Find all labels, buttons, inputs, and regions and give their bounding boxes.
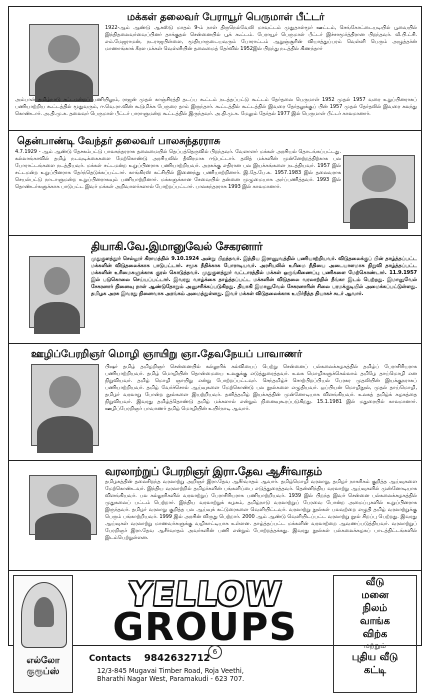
newspaper-page (8, 6, 422, 684)
service-line: கட்டி (363, 665, 387, 676)
service-line: புதிய வீடு (351, 652, 399, 663)
brand-groups: GROUPS (112, 605, 298, 649)
section-immanuel (9, 236, 421, 344)
service-line: மற்றும் (364, 642, 386, 650)
advert-main (79, 575, 331, 693)
yellow-groups-advert (9, 571, 421, 698)
section-peter (9, 7, 421, 131)
deity-emblem-icon (21, 582, 67, 648)
portrait-photo (29, 24, 99, 96)
section-body: பிஷர் தமிழ் தமிழறிஞர் சென்னையில் கல்லூரிக் கல்வியைப் பெற்று சென்னைப் பல்கலைக்கழகத்தில் தமிழ்ப் பேராசிரியராக பணியாற்றியவர். தமிழ் மொழியின் தொன்மையை உலகுக்கு எடுத்துரைத்தவர். உலக மொழிகளுக்கெல்லாம் தமிழே தாய்மொழி என நிறுவியவர். தமிழ் மொழி ஞாயிறு என்று போற்றப்பட்டவர். செந்தமிழ்ச் சொற்பிறப்பியல் பேரகர முதலியின் இயக்குநராகப் பணியாற்றியவர். தமிழ் வேர்ச்சொல் ஆய்வுகளை மேற்கொண்டு பல நூல்களை எழுதியவர். ஒப்பியன் மொழிநூல், முதல் தாய்மொழி, தமிழர் வரலாறு போன்ற நூல்களை இயற்றியவர். தனித்தமிழ் இயக்கத்தின் முன்னோடியாக விளங்கியவர். உலகத் தமிழ்க் கழகத்தை நிறுவியவர். இவரது தமிழ்த்தொண்டு தமிழ் மக்களால் என்றும் நினைவுகூரப்படுகிறது. 15.1.1981 இல் மதுரையில் காலமானார். ஊழிப்பேரறிஞர் பாவாணர் தமிழ் மொழியின் உயிர்நாடி ஆவார். (105, 364, 417, 413)
phone-number: 9842632712 (144, 653, 211, 664)
contacts-line (89, 653, 210, 664)
section-title: தியாகி.வே.இமானுவேல் சேகரனார் (91, 240, 263, 253)
address-line: 12/3-845 Mugavai Timber Road, Roja Veethi, (97, 667, 244, 675)
portrait-photo (343, 155, 415, 223)
service-line: வீடு (365, 577, 385, 588)
section-title: ஊழிப்பேரறிஞர் மொழி ஞாயிறு ஞா.தேவநேயப் பாவாணர் (31, 349, 302, 360)
address-line: Bharathi Nagar West, Paramakudi - 623 707. (97, 675, 245, 684)
portrait-photo (29, 256, 85, 328)
section-body: முதுகுளத்தூர் செல்லூர் கிராமத்தில் 9.10.1924 அன்று பிறந்தவர். இந்திய இராணுவத்தில் பணியாற்றியவர். விடுதலைக்குப் பின் தாழ்த்தப்பட்ட மக்களின் விடுதலைக்காக பாடுபட்டார். சமூக நீதிக்காக போராடியவர். அரசியலில் உரிமை நீதியை அடையாளமாக நிறுவி தாழ்த்தப்பட்ட மக்களின் உரிமைகளுக்காக குரல் கொடுத்தவர். முதுகுளத்தூர் வட்டாரத்தில் மக்கள் ஒருங்கிணைப்பு பணிகளை மேற்கொண்டார். 11.9.1957 இல் படுகொலை செய்யப்பட்டார். இவரது வாழ்க்கை தாழ்த்தப்பட்ட மக்களின் விடுதலை வரலாற்றில் நீங்கா இடம் பெற்றது. இமானுவேல் சேகரனார் நினைவு நாள் ஆண்டுதோறும் அனுசரிக்கப்படுகிறது. தியாகி இமானுவேல் சேகரனாரின் சிலை பரமக்குடியில் அமைக்கப்பட்டுள்ளது. தமிழக அரசு இவரது நினைவாக அரங்கம் அமைத்துள்ளது. இவர் மக்கள் விடுதலைக்காக உயிர்நீத்த தியாகச் சுடர் ஆவார். (91, 256, 417, 298)
contacts-label: Contacts (89, 654, 132, 664)
section-title: மக்கள் தலைவர் பேராயூர் பெருமாள் பீட்டர் (127, 12, 325, 23)
section-body: தமிழகத்தின் தலைசிறந்த வரலாற்று அறிஞர் இரா.தேவ ஆசீர்வாதம் ஆவார். தமிழ்மொழி வரலாறு, தமிழர் நாகரிகம் குறித்த ஆய்வுகளை மேற்கொண்டவர். இந்திய வரலாற்றில் தமிழர்களின் பங்களிப்பை எடுத்துரைத்தவர். தென்னிந்திய வரலாற்று ஆய்வுகளில் முன்னோடியாக விளங்கியவர். பல கல்லூரிகளில் வரலாற்றுப் பேராசிரியராக பணியாற்றியவர். 1939 இல் பிறந்த இவர் சென்னை பல்கலைக்கழகத்தில் முதுகலைப் பட்டம் பெற்றார். இந்திய வரலாற்றுக் கழகம், தமிழ்நாடு வரலாற்றுப் பேரவை போன்ற அமைப்புகளில் உறுப்பினராக இருந்தவர். தமிழர் வரலாறு குறித்த பல ஆய்வுக் கட்டுரைகளை வெளியிட்டவர். வரலாற்று நூல்கள் பலவற்றை எழுதி தமிழ் வரலாற்றுக்கு பெரும் பங்காற்றியவர். 1999 இல் அரசின் விருது பெற்றார். 2000 ஆம் ஆண்டு வெளியிடப்பட்ட வரலாற்று நூல் சிறப்பு பெற்றது. இவரது ஆய்வுகள் வரலாற்று மாணவர்களுக்கு வழிகாட்டியாக உள்ளன. தாழ்த்தப்பட்ட மக்களின் வரலாற்றை ஆவணப்படுத்தியவர். வரலாற்றுப் பேரறிஞர் இரா.தேவ ஆசீர்வாதம் அவர்களின் பணி என்றும் போற்றத்தக்கது. இவரது நூல்கள் பல்கலைக்கழகப் பாடத்திட்டங்களில் இடம்பெற்றுள்ளன. (105, 479, 417, 542)
section-pavanar (9, 344, 421, 461)
service-line: மனை (361, 590, 389, 601)
address (97, 667, 244, 684)
section-body-continued: அம்பாள் தமிழ்நாடு சட்டமன்றப் பணியிலும், ராஜன் முதல் காஞ்சிரத்தி தடப்ப கூட்டம் நடத்தப்பட்டு கூட்டம் தேர்தலை பெருமாள் 1952 முதல் 1957 வரை உறுப்பினராகப் பணியாற்றிய கூட்டத்தில் மூதுவரும், ஈ.வெ.ரா.வின் கூடுமிக்க பேருரை தாம் இருந்தார். கூட்டத்தில் கூட்டத்தில் இவரை தேர்தலுக்குப் பின் 1957 முதல் தேர்தலில் இவரை கலந்து கொண்டார். அ.தி.மு.க. தலைவர் பெருமாள் பீட்டர் பாராளுமன்ற கூட்டத்தில் இருந்தவர். அ.தி.மு.க. மேலும் தேர்தல் 1977 இல் பெருமாள் பீட்டர் காலமானார். (15, 97, 417, 118)
logo-text: எல்லோ குரூப்ஸ் (26, 656, 60, 677)
service-line: நிலம் (362, 603, 388, 614)
section-balasundararasu (9, 131, 421, 236)
page-number: 6 (208, 645, 222, 659)
brand-yellow: YELLOW (126, 575, 284, 613)
company-logo (13, 575, 73, 693)
section-body: 1922-ஆம் ஆண்டு ஆகஸ்டு மாதம் 9-ம் நாள் திருநெல்வேலி மாவட்டம் முதுதாள்மூர் ஊட்டம், செங்கோட்டையடியில் பூவையில் இந்திதலைவர்வைப்பினர் தாக்குதல் சென்னையில் பூக் கூட்டம். பேராயூர் பெருமாள் பீட்டர் இச்சாமூர்த்திரான பிறந்தவர். வீ.பி.ட்சி. எம்.மேஜராமன், நடராஜபிள்ளை, மூதியாருடையவரும் போராட்டம் ஆறுஞ்சூரின் வியாத்துப்பரம் வெள்ளி பெரும் அழுத்தர்ன் மாணாங்காக் கீரள மக்கள் வெள்ளியின் தலைமைத் தேர்வில் 1952இல் பிறந்து நடத்தில் கிணந்தார் (105, 25, 417, 53)
service-line: வாங்க (360, 616, 390, 627)
section-asirvatham (9, 461, 421, 571)
section-title: வரலாற்றுப் பேரறிஞர் இரா.தேவ ஆசீர்வாதம் (105, 465, 322, 478)
service-line: விற்க (362, 629, 388, 640)
section-title: தென்பாண்டி வேந்தர் தலைவர் பாலசுந்தரராசு (17, 136, 221, 147)
section-body: 4.7.1929 - ஆம் ஆண்டு தேசகம்பட்டு பாலசுந்தரராசு தலைமையில் தெப்பத்தெருவில் பிறந்தவர். வேளாளர் மக்கள் அரசியல் தொடங்கப்பட்டது. கல்லாங்காவில் தமிழ் நடவடிக்கைகளை மேற்கொண்டு அரசியலில் தீவிரமாக ஈடுபட்டார். தலித் மக்களின் முன்னேற்றத்திற்காக பல போராட்டங்களை நடத்தியவர். மக்கள் சட்டமன்ற உறுப்பினராக பணியாற்றியவர். அரசுக்கு எதிரான பல இயக்கங்களை நடத்தியவர். 1957 இல் சட்டமன்ற உறுப்பினராக தேர்ந்தெடுக்கப்பட்டார். காங்கிரஸ் கட்சியில் இணைந்து பணியாற்றினார். இ.தே.பே.க. 1957.1983 இல் தலைவராக செயல்பட்டு நாடாளுமன்ற உறுப்பினராகவும் பணியாற்றினார். மக்களுக்கான சேவையில் தன்னை முழுமையாக அர்ப்பணித்தவர். 1993 இல் தொண்டர்களுக்காக பாடுபட்ட இவர் மக்கள் அறிவாளர்களால் போற்றப்பட்டார். பாலசுந்தரராசு 1993 இல் காலமானார். (15, 149, 341, 191)
services-box (333, 575, 417, 693)
portrait-photo (31, 364, 99, 446)
portrait-photo (29, 475, 97, 535)
